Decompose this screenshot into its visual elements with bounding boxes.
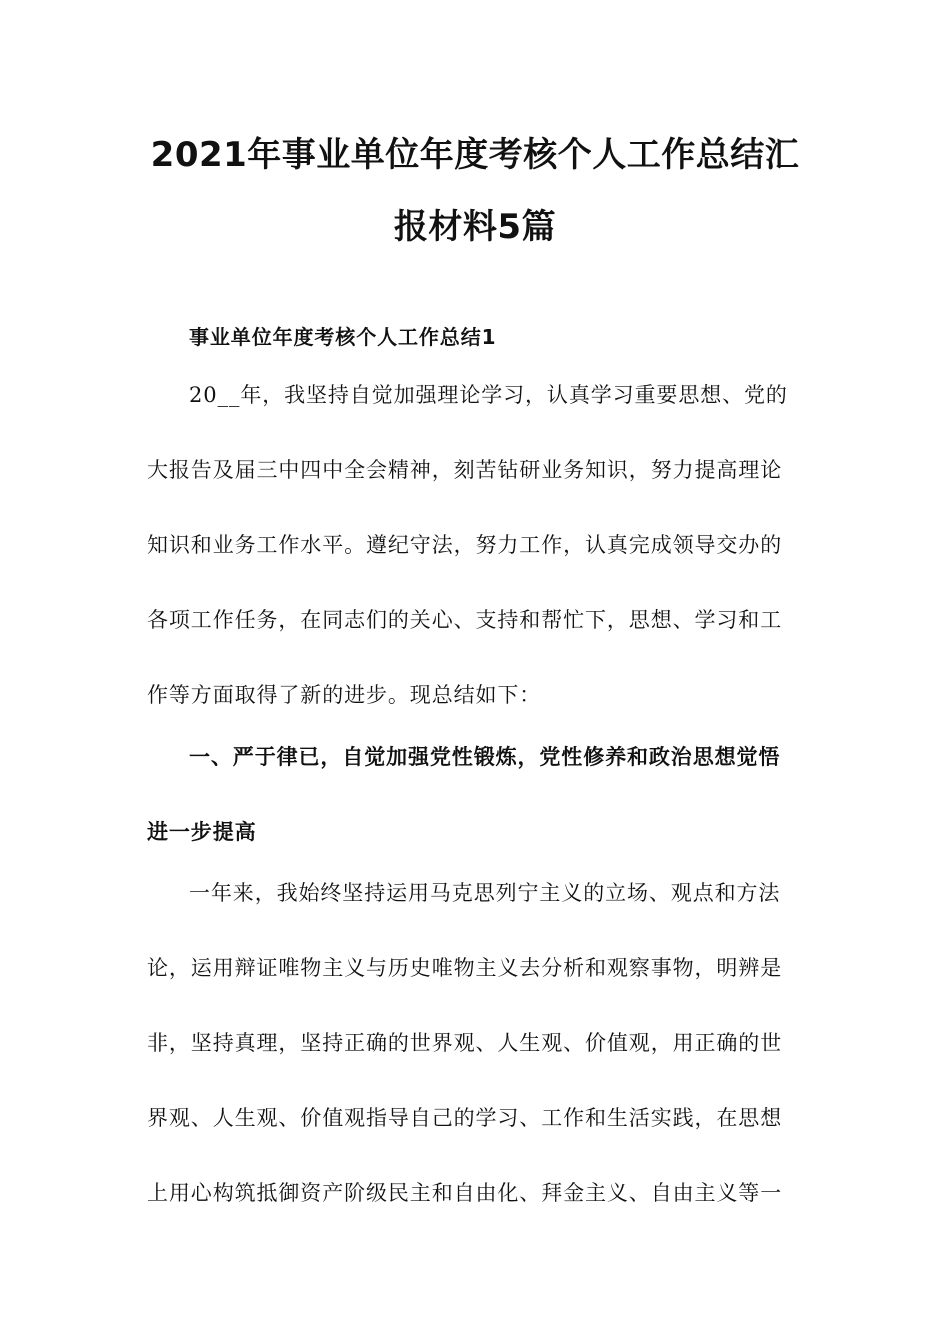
intro-line-4: 各项工作任务，在同志们的关心、支持和帮忙下，思想、学习和工	[147, 608, 783, 632]
document-title-line-2: 报材料5篇	[393, 207, 557, 247]
intro-line-3: 知识和业务工作水平。遵纪守法，努力工作，认真完成领导交办的	[147, 533, 783, 557]
intro-line-5: 作等方面取得了新的进步。现总结如下：	[147, 683, 542, 707]
point1-heading-line-2: 进一步提高	[147, 820, 257, 844]
intro-line-2: 大报告及届三中四中全会精神，刻苦钻研业务知识，努力提高理论	[147, 458, 783, 482]
document-title-line-1: 2021年事业单位年度考核个人工作总结汇	[150, 135, 800, 175]
section-heading: 事业单位年度考核个人工作总结1	[189, 325, 497, 349]
point1-body-line-5: 上用心构筑抵御资产阶级民主和自由化、拜金主义、自由主义等一	[147, 1181, 783, 1205]
point1-body-line-1: 一年来，我始终坚持运用马克思列宁主义的立场、观点和方法	[189, 881, 781, 905]
point1-body-line-3: 非，坚持真理，坚持正确的世界观、人生观、价值观，用正确的世	[147, 1031, 783, 1055]
point1-body-line-4: 界观、人生观、价值观指导自己的学习、工作和生活实践，在思想	[147, 1106, 783, 1130]
point1-heading-line-1: 一、严于律已，自觉加强党性锻炼，党性修养和政治思想觉悟	[189, 745, 781, 769]
point1-body-line-2: 论，运用辩证唯物主义与历史唯物主义去分析和观察事物，明辨是	[147, 956, 783, 980]
intro-line-1: 20__年，我坚持自觉加强理论学习，认真学习重要思想、党的	[189, 383, 788, 407]
